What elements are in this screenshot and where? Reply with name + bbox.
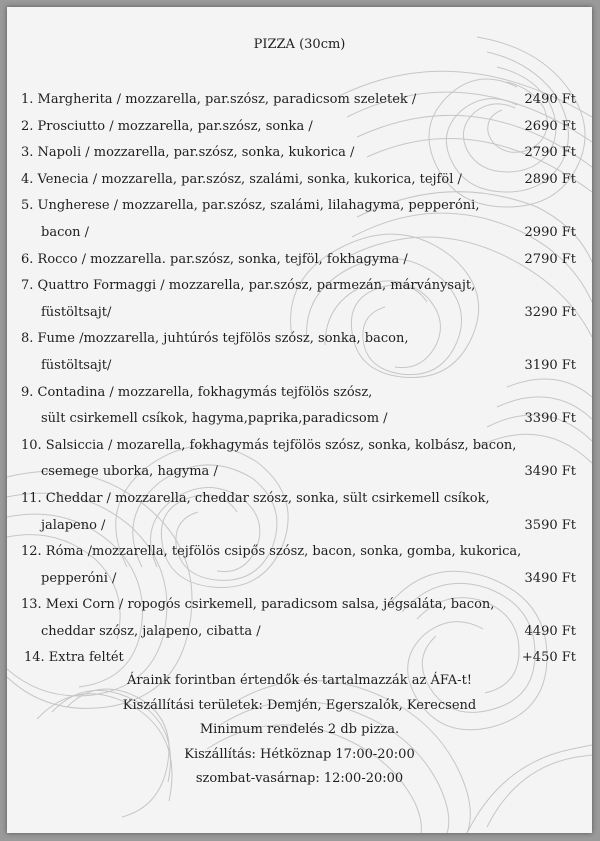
item-description: 9. Contadina / mozzarella, fokhagymás tejfölös szósz, [21,384,373,400]
item-description: 5. Ungherese / mozzarella, par.szósz, szalámi, lilahagyma, pepperóni, [21,198,480,214]
menu-item [21,486,576,539]
menu-item [21,539,576,592]
menu-item [21,247,576,274]
item-description-continued: cheddar szósz, jalapeno, cibatta / [41,623,261,639]
item-description: 2. Prosciutto / mozzarella, par.szósz, sonka / [21,118,313,134]
pizza-list [21,87,576,672]
item-price: 3490 Ft [524,464,576,480]
item-price: 2690 Ft [524,118,576,134]
item-description-continued: bacon / [41,224,90,240]
item-price: 2990 Ft [524,224,576,240]
minimum-order: Minimum rendelés 2 db pizza. [199,722,400,737]
menu-item [21,326,576,379]
item-price: 2490 Ft [524,92,576,107]
item-description: 3. Napoli / mozzarella, par.szósz, sonka, kukorica / [21,145,355,161]
menu-item [21,167,576,194]
item-description-continued: füstöltsajt/ [41,357,112,373]
item-price: 3290 Ft [524,304,576,320]
item-price: 2790 Ft [524,145,576,161]
menu-item [21,114,576,141]
vat-note: Áraink forintban értendők és tartalmazzák az ÁFA-t! [126,673,473,688]
item-price: 2790 Ft [524,251,576,267]
item-description: 14. Extra feltét [24,650,124,666]
item-description: 7. Quattro Formaggi / mozzarella, par.szósz, parmezán, márványsajt, [21,278,476,294]
delivery-areas: Kiszállítási területek: Demjén, Egerszalók, Kerecsend [122,697,477,713]
menu-title: PIZZA (30cm) [253,37,346,52]
item-price: 3590 Ft [524,517,576,533]
item-description: 12. Róma /mozzarella, tejfölös csipős szósz, bacon, sonka, gomba, kukorica, [21,544,522,560]
item-description: 4. Venecia / mozzarella, par.szósz, szalámi, sonka, kukorica, tejföl / [21,171,462,187]
item-price: 3190 Ft [524,357,576,373]
menu-item [21,140,576,167]
menu-item [21,433,576,486]
item-price: +450 Ft [521,650,576,666]
item-description-continued: sült csirkemell csíkok, hagyma,paprika,paradicsom / [41,411,388,427]
item-description-continued: pepperóni / [41,570,117,586]
menu-item [21,380,576,433]
item-description: 1. Margherita / mozzarella, par.szósz, paradicsom szeletek / [21,92,417,107]
menu-item [21,592,576,645]
menu-page [7,7,592,833]
menu-item [21,87,576,114]
item-description: 11. Cheddar / mozzarella, cheddar szósz, sonka, sült csirkemell csíkok, [21,490,490,506]
item-description: 13. Mexi Corn / ropogós csirkemell, paradicsom salsa, jégsaláta, bacon, [21,597,495,613]
item-price: 4490 Ft [524,623,576,639]
item-price: 3490 Ft [524,570,576,586]
menu-item [21,193,576,246]
item-description-continued: füstöltsajt/ [41,304,112,320]
item-description: 10. Salsiccia / mozarella, fokhagymás tejfölös szósz, sonka, kolbász, bacon, [21,437,517,453]
menu-content [7,7,592,833]
item-description: 6. Rocco / mozzarella. par.szósz, sonka, tejföl, fokhagyma / [21,251,408,267]
delivery-hours-weekend: szombat-vasárnap: 12:00-20:00 [195,771,404,786]
menu-footer [7,669,592,792]
item-description-continued: csemege uborka, hagyma / [41,464,218,480]
menu-item [21,273,576,326]
item-price: 3390 Ft [524,411,576,427]
item-description-continued: jalapeno / [41,517,106,533]
item-price: 2890 Ft [524,171,576,187]
delivery-hours-weekday: Kiszállítás: Hétköznap 17:00-20:00 [184,746,415,762]
item-description: 8. Fume /mozzarella, juhtúrós tejfölös szósz, sonka, bacon, [21,331,409,347]
